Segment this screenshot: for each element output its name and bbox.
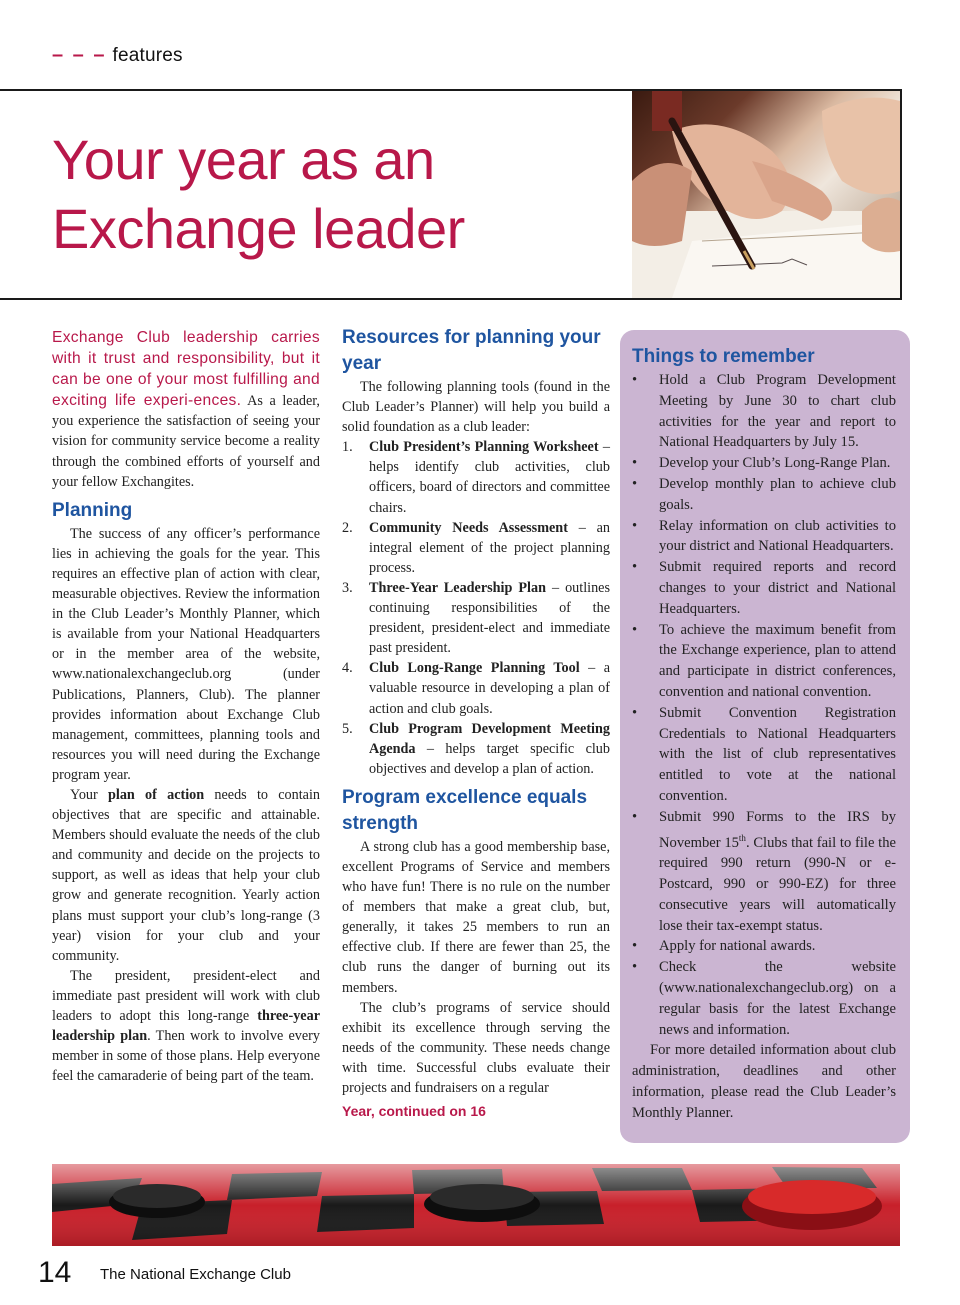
section-kicker: [52, 44, 183, 67]
page-title: [52, 125, 465, 263]
list-item: [632, 703, 896, 807]
tool-title: Club Long-Range Planning Tool: [369, 660, 580, 677]
bullet-icon: •: [632, 455, 638, 472]
continued-jump-line: Year, continued on 16: [342, 1103, 486, 1120]
checkerboard-illustration: [52, 1164, 900, 1246]
tool-title: Three-Year Leadership Plan: [369, 579, 546, 596]
page-title-line2: Exchange leader: [52, 197, 465, 260]
list-item: [342, 437, 610, 517]
list-item: [342, 719, 610, 779]
excellence-paragraph-2: The club’s programs of service should exhibit its excellence through serving the needs of the community. These needs change with time. Successful clubs evaluate their projects and fundraisers on a regular: [342, 999, 610, 1096]
list-item: [632, 957, 896, 1040]
list-number: 2.: [342, 519, 353, 536]
kicker-dashes: – – –: [52, 44, 107, 66]
resources-heading: Resources for planning your year: [342, 327, 601, 374]
page-number: 14: [38, 1256, 72, 1289]
intro-lead: Exchange Club leadership carries with it trust and responsibility, but it can be one of your most fulfilling and exciting life experi-ences.: [52, 329, 320, 410]
reminder-text: Submit required reports and record changes to your district and National Headquarters.: [659, 559, 896, 617]
bullet-icon: •: [632, 559, 638, 576]
checkerboard-photo: [52, 1164, 900, 1246]
bullet-icon: •: [632, 475, 638, 492]
bullet-icon: •: [632, 517, 638, 534]
list-number: 3.: [342, 579, 353, 596]
plan-of-action-term: plan of action: [107, 786, 205, 803]
reminder-list: [632, 370, 896, 1040]
bullet-icon: •: [632, 704, 638, 721]
excellence-heading: Program excellence equals strength: [342, 786, 588, 834]
resources-intro: The following planning tools (found in the Club Leader’s Planner) will help you build a solid foundation as a club leader:: [342, 379, 610, 436]
list-number: 1.: [342, 439, 353, 456]
reminder-text: Submit 990 Forms to the IRS by November 15: [659, 808, 896, 851]
column-middle: [342, 327, 610, 1121]
bullet-icon: •: [632, 808, 638, 825]
tool-title: Club Program Development Meeting Agenda: [369, 720, 610, 757]
list-number: 4.: [342, 660, 353, 677]
bullet-icon: •: [632, 938, 638, 955]
reminder-text-continued: . Clubs that fail to file the required 990 return (990-N or e-Postcard, 990 or 990-EZ) for three consecutive years will automatically lose their tax-exempt status.: [659, 834, 896, 934]
reminder-text: To achieve the maximum benefit from the Exchange experience, plan to attend and participate in district conferences, convention and national convention.: [659, 621, 896, 700]
writing-hand-photo: [632, 91, 900, 298]
tool-description: – an integral element of the project planning process.: [369, 519, 610, 576]
planning-paragraph-2: [52, 785, 320, 966]
publication-name: The National Exchange Club: [100, 1266, 291, 1283]
planning-p3-rest: . Then work to involve every member in some of those plans. Help everyone feel the camaraderie of being part of the team.: [52, 1028, 320, 1085]
page-title-line1: Your year as an: [52, 128, 435, 191]
sidebar-closing: For more detailed information about club administration, deadlines and other information, please read the Club Leader’s Monthly Planner.: [632, 1042, 896, 1121]
excellence-paragraph-1: A strong club has a good membership base, excellent Programs of Service and members who have fun! There is no rule on the number of members that make a great club, but, generally, it takes 25 members to run an effective club. If there are fewer than 25, the club runs the danger of burning out its members.: [342, 838, 610, 996]
sidebar-heading: Things to remember: [632, 346, 815, 367]
planning-paragraph-3: [52, 966, 320, 1087]
writing-hand-illustration: [632, 91, 900, 298]
reminder-text: Develop your Club’s Long-Range Plan.: [659, 455, 891, 472]
intro-continuation: As a leader, you experience the satisfaction of seeing your vision for community service become a reality through the combined efforts of yourself and your fellow Exchangites.: [52, 393, 320, 490]
tool-description: – a valuable resource in developing a plan of action and club goals.: [369, 660, 610, 717]
list-item: [342, 658, 610, 718]
things-to-remember-sidebar: [620, 330, 910, 1143]
reminder-text: Check the website (www.nationalexchangeclub.org) on a regular basis for the latest Exchange news and information.: [659, 959, 896, 1038]
planning-paragraph-1: The success of any officer’s performance lies in achieving the goals for the year. This requires an effective plan of action with clear, measurable objectives. Review the information in the Club Leader’s Monthly Planner, which is available from your National Headquarters or in the member area of the website, www.nationalexchangeclub.org (under Publications, Planners, Club). The planner provides information about Exchange Club management, committees, planning tools and resources you will need during the Exchange program year.: [52, 525, 320, 783]
bullet-icon: •: [632, 959, 638, 976]
section-label: features: [112, 44, 183, 66]
list-item: [342, 518, 610, 578]
list-item: [342, 578, 610, 658]
bullet-icon: •: [632, 372, 638, 388]
list-item: [632, 807, 896, 937]
tool-title: Community Needs Assessment: [369, 519, 568, 536]
planning-tools-list: [342, 437, 610, 779]
reminder-text: Develop monthly plan to achieve club goals.: [659, 475, 896, 513]
planning-p2-rest: needs to contain objectives that are specific and attainable. Members should evaluate the needs of the club and community and decide on the projects to support, as well as ideas that help your club grow and generate recognition. Yearly action plans must support your club’s long-range (3 year) vision for your club and your community.: [52, 786, 320, 964]
list-number: 5.: [342, 720, 353, 737]
list-item: [632, 557, 896, 619]
tool-description: – helps target specific club objectives and develop a plan of action.: [369, 740, 610, 777]
tool-title: Club President’s Planning Worksheet: [369, 439, 599, 456]
list-item: [632, 620, 896, 703]
list-item: [632, 474, 896, 516]
planning-p3-start: The president, president-elect and immediate past president will work with club leaders to adopt this long-range: [52, 967, 320, 1024]
reminder-text: Submit Convention Registration Credentials to National Headquarters with the list of club representatives entitled to vote at the national convention.: [659, 704, 896, 804]
column-left: [52, 327, 320, 1086]
ordinal-suffix: th: [738, 832, 746, 843]
list-item: [632, 370, 896, 453]
reminder-text: Hold a Club Program Development Meeting by June 30 to chart club activities for the year and report to National Headquarters by July 15.: [659, 372, 896, 451]
list-item: [632, 516, 896, 558]
leadership-plan-term: three-year leadership plan: [52, 1008, 320, 1045]
tool-description: – outlines continuing responsibilities of the president, president-elect and immediate past president.: [369, 579, 610, 657]
list-item: [632, 453, 896, 474]
reminder-text: Apply for national awards.: [659, 938, 816, 955]
planning-heading: Planning: [52, 499, 133, 521]
intro-paragraph: [52, 327, 320, 492]
bullet-icon: •: [632, 621, 638, 638]
tool-description: – helps identify club activities, club officers, board of directors and committee chairs.: [369, 439, 610, 516]
list-item: [632, 936, 896, 957]
reminder-text: Relay information on club activities to your district and National Headquarters.: [659, 517, 896, 555]
planning-p2-start: Your: [70, 786, 108, 803]
